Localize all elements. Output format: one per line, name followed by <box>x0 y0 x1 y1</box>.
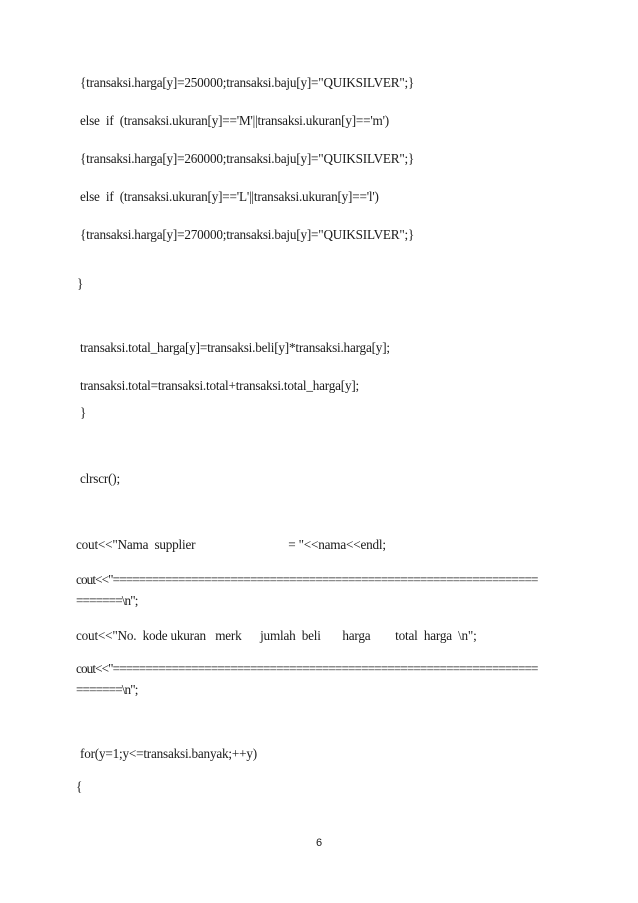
code-line: cout<<"No. kode ukuran merk jumlah beli harga total harga \n"; <box>76 628 477 643</box>
code-line: cout<<"================================================================= <box>76 661 538 676</box>
code-line: transaksi.total=transaksi.total+transaksi.total_harga[y]; <box>80 378 359 393</box>
code-line: } <box>77 276 84 291</box>
page-number: 6 <box>315 837 323 849</box>
code-line: else if (transaksi.ukuran[y]=='L'||transaksi.ukuran[y]=='l') <box>80 189 379 204</box>
code-line: } <box>80 405 87 420</box>
code-line: for(y=1;y<=transaksi.banyak;++y) <box>80 746 257 761</box>
code-line: {transaksi.harga[y]=270000;transaksi.baju[y]="QUIKSILVER";} <box>80 227 415 242</box>
code-line: clrscr(); <box>80 471 120 486</box>
code-line: cout<<"================================================================= <box>76 572 538 587</box>
code-line: cout<<"Nama supplier = "<<nama<<endl; <box>76 537 386 552</box>
code-line: {transaksi.harga[y]=250000;transaksi.baju[y]="QUIKSILVER";} <box>80 75 415 90</box>
code-line: =======\n"; <box>76 593 138 608</box>
code-line: =======\n"; <box>76 682 138 697</box>
code-line: {transaksi.harga[y]=260000;transaksi.baju[y]="QUIKSILVER";} <box>80 151 415 166</box>
code-line: { <box>76 779 83 794</box>
code-line: transaksi.total_harga[y]=transaksi.beli[y]*transaksi.harga[y]; <box>80 340 390 355</box>
code-line: else if (transaksi.ukuran[y]=='M'||transaksi.ukuran[y]=='m') <box>80 113 389 128</box>
